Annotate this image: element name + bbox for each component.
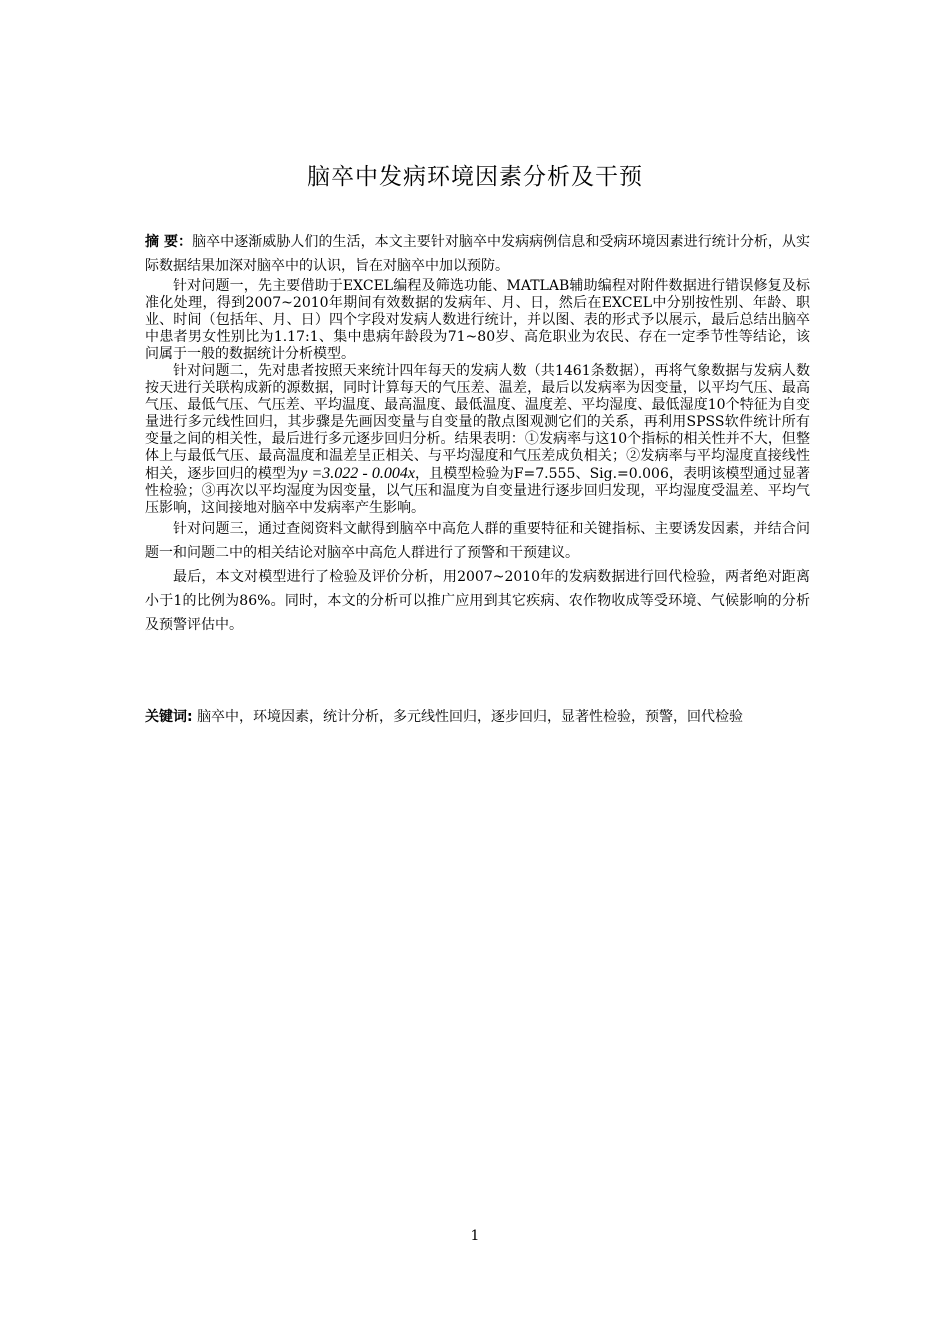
problem2-text-before: 针对问题二，先对患者按照天来统计四年每天的发病人数（共1461条数据），再将气象数据与发病人数按天进行关联构成新的源数据，同时计算每天的气压差、温差，最后以发病率为因变量，以平均气压、最高气压、最低气压、气压差、平均温度、最高温度、最低温度、温度差、平均湿度、最低湿度10个特征为自变量进行多元线性回归，其步骤是先画因变量与自变量的散点图观测它们的关系，再利用SPSS软件统计所有变量之间的相关性，最后进行多元逐步回归分析。结果表明：①发病率与这10个指标的相关性并不大，但整体上与最低气压、最高温度和温差呈正相关、与平均湿度和气压差成负相关；②发病率与平均湿度直接线性相关，逐步回归的模型为 [145, 363, 810, 482]
problem3-paragraph: 针对问题三，通过查阅资料文献得到脑卒中高危人群的重要特征和关键指标、主要诱发因素，并结合问题一和问题二中的相关结论对脑卒中高危人群进行了预警和干预建议。 [145, 521, 810, 561]
keywords-text: 脑卒中，环境因素，统计分析，多元线性回归，逐步回归，显著性检验，预警，回代检验 [197, 709, 744, 725]
abstract-section [145, 230, 810, 637]
abstract-intro-text: 脑卒中逐渐威胁人们的生活，本文主要针对脑卒中发病病例信息和受病环境因素进行统计分析，从实际数据结果加深对脑卒中的认识，旨在对脑卒中加以预防。 [145, 234, 811, 274]
paper-title: 脑卒中发病环境因素分析及干预 [307, 164, 643, 190]
page-number: 1 [470, 1228, 480, 1244]
conclusion-paragraph: 最后，本文对模型进行了检验及评价分析，用2007~2010年的发病数据进行回代检验，两者绝对距离小于1的比例为86%。同时，本文的分析可以推广应用到其它疾病、农作物收成等受环境、气候影响的分析及预警评估中。 [145, 569, 810, 633]
keywords-label: 关键词: [145, 709, 193, 725]
problem1-paragraph: 针对问题一，先主要借助于EXCEL编程及筛选功能、MATLAB辅助编程对附件数据进行错误修复及标准化处理，得到2007~2010年期间有效数据的发病年、月、日，然后在EXCEL中分别按性别、年龄、职业、时间（包括年、月、日）四个字段对发病人数进行统计，并以图、表的形式予以展示，最后总结出脑卒中患者男女性别比为1.17:1、集中患病年龄段为71~80岁、高危职业为农民、存在一定季节性等结论，该问属于一般的数据统计分析模型。 [145, 278, 810, 362]
regression-formula: y =3.022 - 0.004x [300, 465, 415, 482]
abstract-intro-paragraph [145, 230, 810, 278]
problem2-paragraph [145, 363, 810, 517]
abstract-label: 摘 要： [145, 234, 193, 250]
problem2-text-after: ，且模型检验为F=7.555、Sig.=0.006，表明该模型通过显著性检验；③再次以平均湿度为因变量，以气压和温度为自变量进行逐步回归发现，平均湿度受温差、平均气压影响，这间接地对脑卒中发病率产生影响。 [145, 466, 811, 516]
keywords-section [145, 705, 810, 729]
